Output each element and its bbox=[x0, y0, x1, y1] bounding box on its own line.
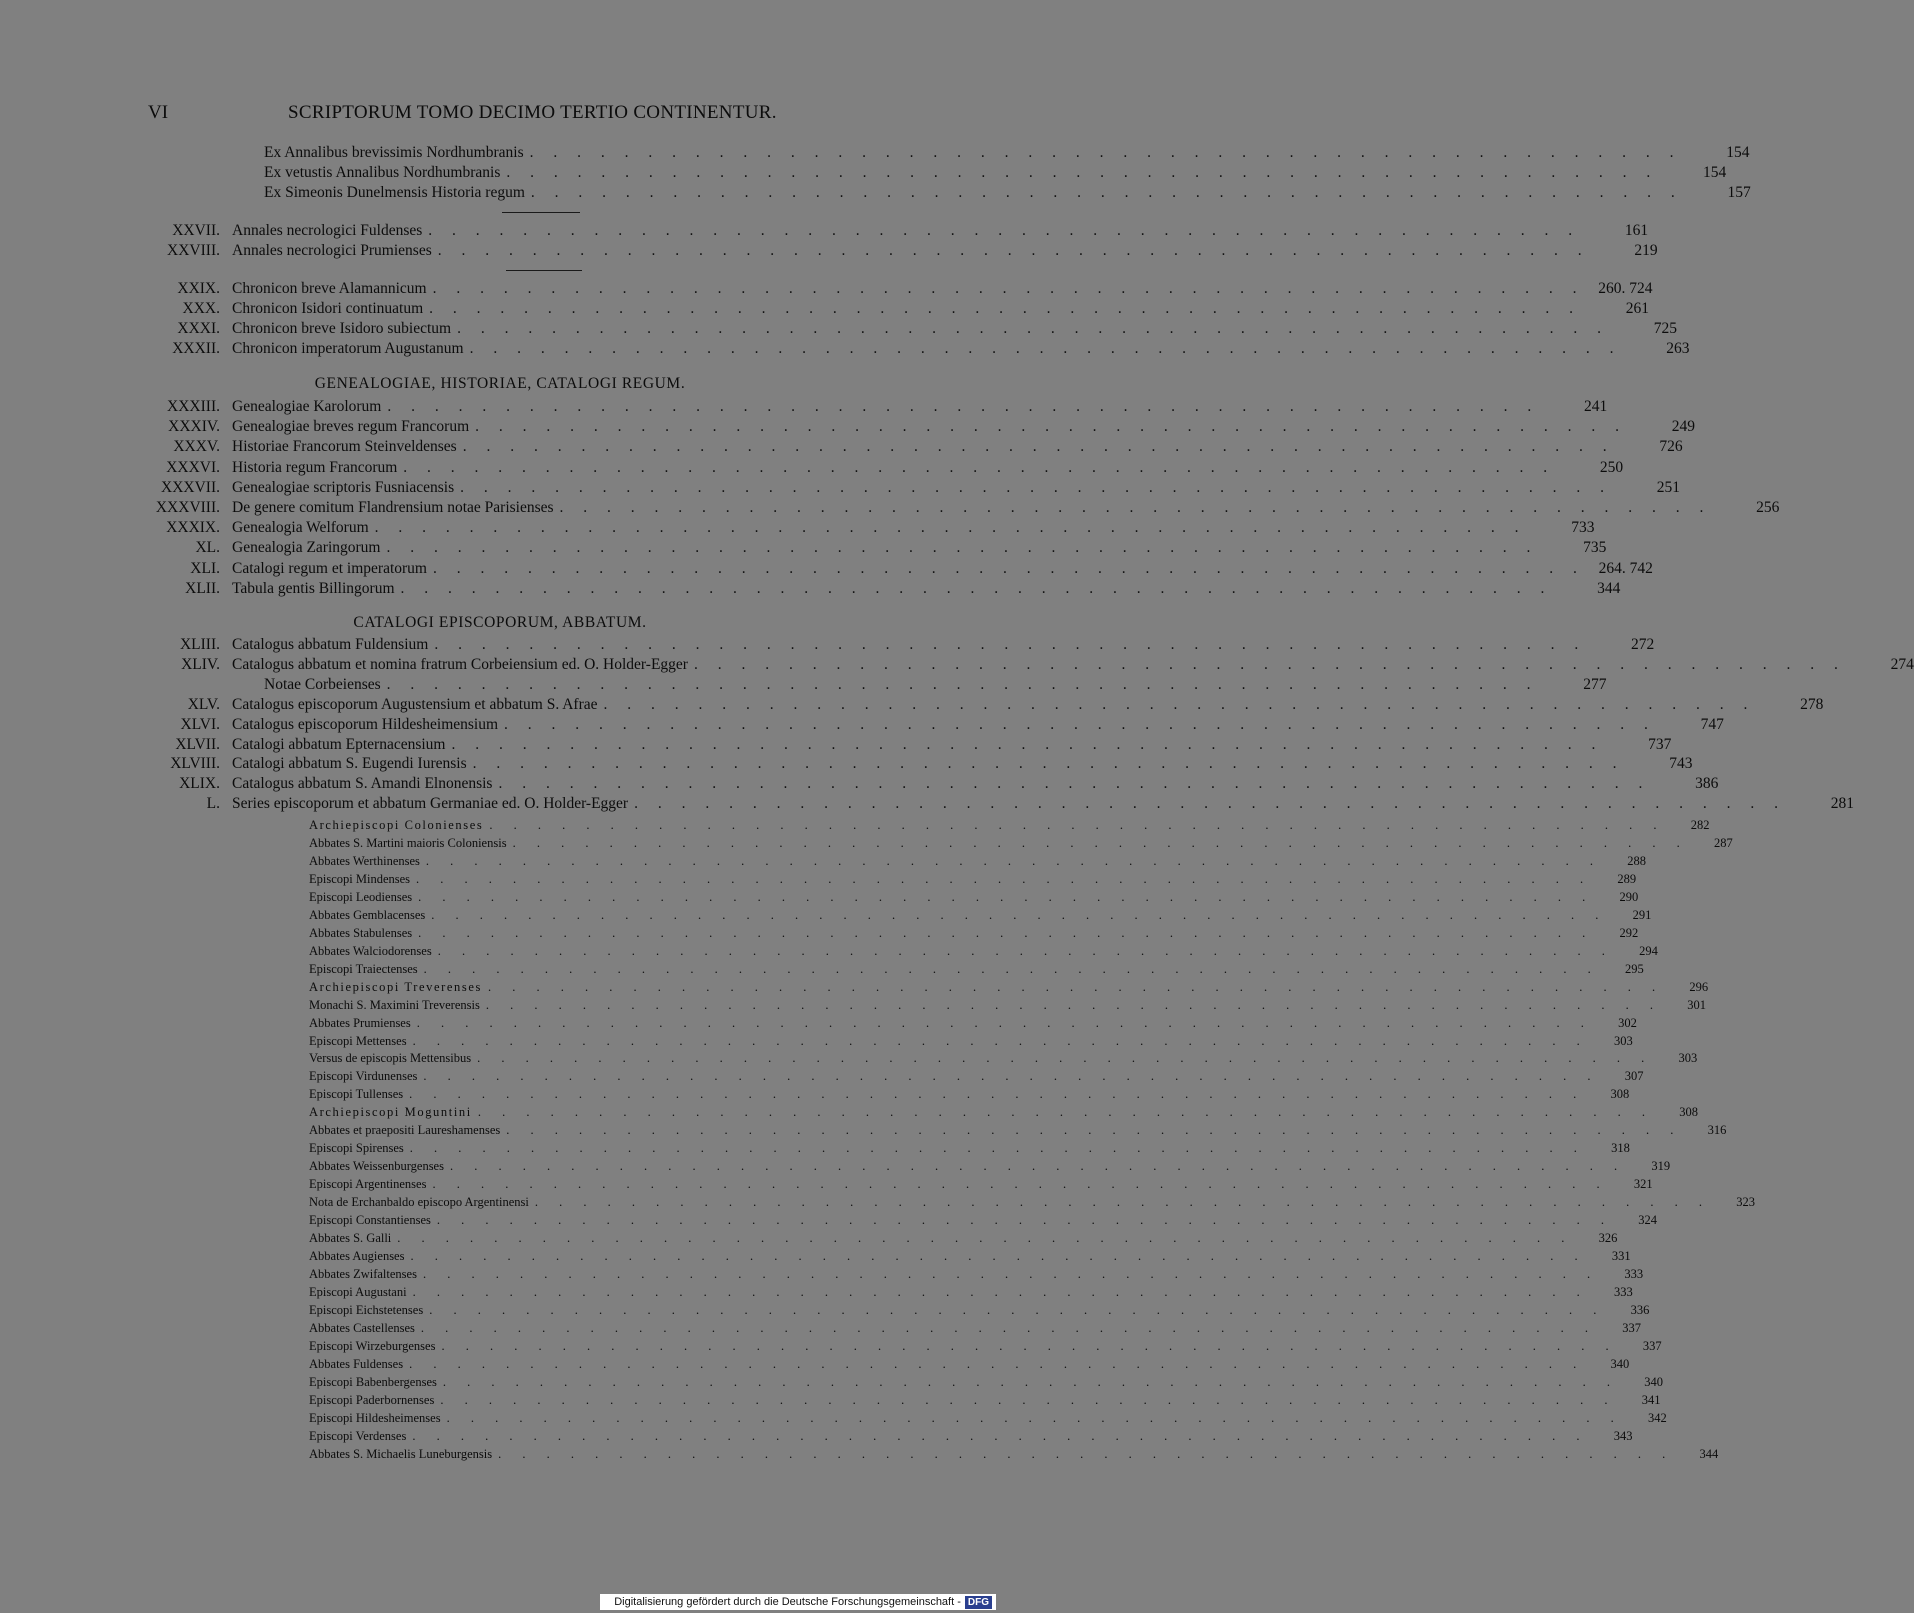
sublist-title: Episcopi Wirzeburgenses bbox=[309, 1338, 436, 1353]
sublist-entry bbox=[309, 1051, 1698, 1069]
toc-entry bbox=[150, 735, 1672, 756]
entry-title: Catalogi abbatum Epternacensium bbox=[232, 735, 446, 753]
sublist-title: Nota de Erchanbaldo episcopo Argentinensi bbox=[309, 1195, 529, 1210]
toc-entry bbox=[150, 519, 1595, 539]
leader-dots: . . . . . . . . . . . . . . . . . . . . . . . . . . . . . . . . . . . . . . . . . . . . . . . . . bbox=[460, 478, 1612, 496]
sublist-entry bbox=[309, 1033, 1633, 1052]
sublist-title: Episcopi Spirenses bbox=[309, 1141, 404, 1156]
sublist-entry bbox=[309, 961, 1644, 980]
entry-number: XXXVI. bbox=[166, 458, 220, 476]
leader-dots: . . . . . . . . . . . . . . . . . . . . . . . . . . . . . . . . . . . . . . . . . . . . . . . . . bbox=[412, 1428, 1589, 1443]
sublist-page: 290 bbox=[1619, 889, 1639, 904]
leader-dots: . . . . . . . . . . . . . . . . . . . . . . . . . . . . . . . . . . . . . . . . . . . . . . . . . bbox=[437, 242, 1590, 259]
entry-number: XXXVII. bbox=[161, 478, 220, 496]
toc-entry bbox=[150, 499, 1780, 519]
leader-dots: . . . . . . . . . . . . . . . . . . . . . . . . . . . . . . . . . . . . . . . . . . . . . . . . . bbox=[446, 1410, 1623, 1425]
leader-dots: . . . . . . . . . . . . . . . . . . . . . . . . . . . . . . . . . . . . . . . . . . . . . . . . . bbox=[462, 438, 1615, 456]
footer-text: Digitalisierung gefördert durch die Deutsche Forschungsgemeinschaft - bbox=[614, 1596, 961, 1608]
sublist-page: 326 bbox=[1598, 1231, 1618, 1246]
leader-dots: . . . . . . . . . . . . . . . . . . . . . . . . . . . . . . . . . . . . . . . . . . . . . . . . . bbox=[506, 164, 1659, 181]
leader-dots: . . . . . . . . . . . . . . . . . . . . . . . . . . . . . . . . . . . . . . . . . . . . . . . . . bbox=[374, 519, 1527, 537]
sublist-entry bbox=[309, 1374, 1663, 1393]
sublist-entry bbox=[309, 1141, 1630, 1159]
entry-title: Catalogi abbatum S. Eugendi Iurensis bbox=[232, 755, 467, 773]
entry-title: Ex vetustis Annalibus Nordhumbranis bbox=[264, 164, 501, 181]
sublist-title: Abbates S. Michaelis Luneburgensis bbox=[309, 1446, 493, 1461]
entry-title: Catalogus episcoporum Augustensium et abbatum S. Afrae bbox=[232, 695, 598, 713]
leader-dots: . . . . . . . . . . . . . . . . . . . . . . . . . . . . . . . . . . . . . . . . . . . . . . . . . bbox=[477, 1105, 1654, 1120]
leader-dots: . . . . . . . . . . . . . . . . . . . . . . . . . . . . . . . . . . . . . . . . . . . . . . . . . bbox=[485, 997, 1662, 1012]
entry-number: L. bbox=[206, 795, 220, 813]
sublist-page: 331 bbox=[1611, 1249, 1631, 1264]
sublist-entry bbox=[309, 1015, 1637, 1034]
sublist-title: Archiepiscopi Treverenses bbox=[309, 979, 482, 994]
entry-page: 735 bbox=[1583, 539, 1607, 557]
entry-title: Series episcoporum et abbatum Germaniae ed. O. Holder-Egger bbox=[232, 795, 629, 813]
sublist-entry bbox=[309, 1249, 1631, 1267]
sublist-title: Abbates Stabulenses bbox=[309, 925, 413, 940]
sublist-title: Archiepiscopi Colonienses bbox=[309, 818, 484, 832]
entry-number: XLVII. bbox=[175, 735, 220, 753]
leader-dots: . . . . . . . . . . . . . . . . . . . . . . . . . . . . . . . . . . . . . . . . . . . . . . . . . bbox=[418, 889, 1595, 904]
entry-title: Genealogia Zaringorum bbox=[232, 539, 381, 557]
sublist-title: Episcopi Paderbornenses bbox=[309, 1392, 435, 1407]
leader-dots: . . . . . . . . . . . . . . . . . . . . . . . . . . . . . . . . . . . . . . . . . . . . . . . . . bbox=[409, 1087, 1586, 1102]
sublist-entry bbox=[309, 1177, 1653, 1195]
leader-dots: . . . . . . . . . . . . . . . . . . . . . . . . . . . . . . . . . . . . . . . . . . . . . . . . . bbox=[387, 398, 1540, 415]
sublist-title: Episcopi Hildesheimenses bbox=[309, 1410, 441, 1425]
running-title: SCRIPTORUM TOMO DECIMO TERTIO CONTINENTUR. bbox=[288, 102, 777, 123]
sublist-page: 291 bbox=[1632, 907, 1652, 922]
section-heading-genealogiae: GENEALOGIAE, HISTORIAE, CATALOGI REGUM. bbox=[314, 375, 686, 392]
entry-page: 277 bbox=[1583, 675, 1607, 693]
sublist-entry bbox=[309, 1159, 1671, 1177]
sublist-page: 292 bbox=[1619, 925, 1639, 940]
leader-dots: . . . . . . . . . . . . . . . . . . . . . . . . . . . . . . . . . . . . . . . . . . . . . . . . . bbox=[442, 1374, 1619, 1389]
sublist-entry bbox=[309, 1231, 1618, 1249]
toc-entry bbox=[150, 438, 1683, 458]
entry-page: 154 bbox=[1703, 164, 1727, 181]
toc-entry bbox=[150, 715, 1724, 736]
leader-dots: . . . . . . . . . . . . . . . . . . . . . . . . . . . . . . . . . . . . . . . . . . . . . . . . . bbox=[451, 735, 1604, 753]
sublist-page: 302 bbox=[1618, 1015, 1637, 1030]
sublist-page: 287 bbox=[1713, 835, 1733, 850]
sublist-title: Abbates S. Martini maioris Coloniensis bbox=[309, 835, 507, 850]
entry-number: XXX. bbox=[182, 300, 220, 317]
toc-entry bbox=[150, 340, 1690, 360]
leader-dots: . . . . . . . . . . . . . . . . . . . . . . . . . . . . . . . . . . . . . . . . . . . . . . . . . bbox=[472, 755, 1625, 773]
leader-dots: . . . . . . . . . . . . . . . . . . . . . . . . . . . . . . . . . . . . . . . . . . . . . . . . . bbox=[432, 1177, 1609, 1192]
sublist-page: 308 bbox=[1610, 1087, 1630, 1102]
sublist-title: Episcopi Augustani bbox=[309, 1284, 407, 1299]
leader-dots: . . . . . . . . . . . . . . . . . . . . . . . . . . . . . . . . . . . . . . . . . . . . . . . . . bbox=[409, 1141, 1586, 1156]
leader-dots: . . . . . . . . . . . . . . . . . . . . . . . . . . . . . . . . . . . . . . . . . . . . . . . . . bbox=[634, 795, 1786, 813]
entry-title: Notae Corbeienses bbox=[264, 675, 381, 693]
sublist-page: 323 bbox=[1736, 1195, 1755, 1210]
sublist-title: Monachi S. Maximini Treverensis bbox=[309, 997, 480, 1012]
leader-dots: . . . . . . . . . . . . . . . . . . . . . . . . . . . . . . . . . . . . . . . . . . . . . . . . . bbox=[530, 184, 1683, 201]
entry-number: XLIII. bbox=[179, 636, 220, 653]
leader-dots: . . . . . . . . . . . . . . . . . . . . . . . . . . . . . . . . . . . . . . . . . . . . . . . . . bbox=[437, 943, 1614, 958]
sublist-title: Episcopi Eichstetenses bbox=[309, 1302, 424, 1317]
sublist-entry bbox=[309, 1320, 1642, 1339]
dfg-logo: DFG bbox=[965, 1596, 992, 1609]
entry-page: 281 bbox=[1830, 795, 1854, 813]
sublist-title: Episcopi Mindenses bbox=[309, 871, 411, 886]
entry-title: Chronicon breve Isidoro subiectum bbox=[232, 320, 452, 337]
leader-dots: . . . . . . . . . . . . . . . . . . . . . . . . . . . . . . . . . . . . . . . . . . . . . . . . . bbox=[386, 675, 1539, 693]
leader-dots: . . . . . . . . . . . . . . . . . . . . . . . . . . . . . . . . . . . . . . . . . . . . . . . . . bbox=[457, 320, 1609, 337]
entry-number: XXXV. bbox=[173, 438, 220, 456]
leader-dots: . . . . . . . . . . . . . . . . . . . . . . . . . . . . . . . . . . . . . . . . . . . . . . . . . bbox=[428, 222, 1581, 239]
sublist-entry bbox=[309, 1195, 1755, 1213]
leader-dots: . . . . . . . . . . . . . . . . . . . . . . . . . . . . . . . . . . . . . . . . . . . . . . . . . bbox=[449, 1159, 1627, 1174]
sublist-entry bbox=[309, 1087, 1630, 1105]
sublist-entry bbox=[309, 1428, 1633, 1447]
entry-page: 278 bbox=[1800, 695, 1824, 713]
sublist-title: Episcopi Constantienses bbox=[309, 1213, 431, 1228]
entry-page: 264. 742 bbox=[1598, 559, 1653, 577]
sublist-entry bbox=[309, 1267, 1644, 1285]
toc-entry bbox=[150, 300, 1650, 320]
leader-dots: . . . . . . . . . . . . . . . . . . . . . . . . . . . . . . . . . . . . . . . . . . . . . . . . . bbox=[423, 1069, 1600, 1084]
entry-title: Historia regum Francorum bbox=[232, 458, 398, 476]
sublist-page: 294 bbox=[1639, 943, 1658, 958]
sublist-entry bbox=[309, 979, 1709, 998]
sublist-page: 341 bbox=[1641, 1392, 1661, 1407]
toc-entry bbox=[150, 418, 1696, 438]
toc-entry bbox=[150, 579, 1621, 600]
sublist-title: Abbates Werthinenses bbox=[309, 853, 420, 868]
entry-page: 219 bbox=[1634, 242, 1658, 259]
toc-entry bbox=[150, 775, 1719, 795]
entry-page: 256 bbox=[1756, 499, 1780, 516]
leader-dots: . . . . . . . . . . . . . . . . . . . . . . . . . . . . . . . . . . . . . . . . . . . . . . . . . bbox=[534, 1195, 1711, 1210]
toc-entry bbox=[150, 458, 1624, 479]
divider bbox=[506, 270, 582, 271]
sublist-entry bbox=[309, 1105, 1698, 1123]
sublist-entry bbox=[309, 1123, 1727, 1141]
leader-dots: . . . . . . . . . . . . . . . . . . . . . . . . . . . . . . . . . . . . . . . . . . . . . . . . . bbox=[425, 853, 1603, 868]
leader-dots: . . . . . . . . . . . . . . . . . . . . . . . . . . . . . . . . . . . . . . . . . . . . . . . . . bbox=[432, 280, 1585, 297]
toc-entry bbox=[150, 222, 1649, 242]
leader-dots: . . . . . . . . . . . . . . . . . . . . . . . . . . . . . . . . . . . . . . . . . . . . . . . . . bbox=[603, 695, 1756, 713]
entry-title: Annales necrologici Fuldenses bbox=[232, 222, 423, 239]
sublist-entry bbox=[309, 907, 1652, 926]
leader-dots: . . . . . . . . . . . . . . . . . . . . . . . . . . . . . . . . . . . . . . . . . . . . . . . . . bbox=[418, 925, 1595, 940]
entry-title: Catalogus abbatum S. Amandi Elnonensis bbox=[232, 775, 493, 793]
sublist-entry bbox=[309, 1356, 1630, 1375]
entry-page: 725 bbox=[1653, 320, 1677, 337]
sublist-entry bbox=[309, 1392, 1661, 1411]
toc-entry bbox=[150, 655, 1914, 676]
sublist-entry bbox=[309, 1284, 1633, 1303]
sublist-page: 342 bbox=[1647, 1410, 1667, 1425]
sublist-page: 333 bbox=[1624, 1267, 1644, 1281]
sublist-title: Abbates Zwifaltenses bbox=[309, 1267, 417, 1281]
entry-number: XLV. bbox=[187, 695, 220, 713]
entry-number: XXVIII. bbox=[167, 242, 220, 259]
entry-title: Ex Annalibus brevissimis Nordhumbranis bbox=[264, 144, 524, 161]
leader-dots: . . . . . . . . . . . . . . . . . . . . . . . . . . . . . . . . . . . . . . . . . . . . . . . . . bbox=[504, 715, 1656, 733]
leader-dots: . . . . . . . . . . . . . . . . . . . . . . . . . . . . . . . . . . . . . . . . . . . . . . . . . bbox=[429, 1302, 1606, 1317]
leader-dots: . . . . . . . . . . . . . . . . . . . . . . . . . . . . . . . . . . . . . . . . . . . . . . . . . bbox=[477, 1051, 1654, 1066]
entry-number: XXXIX. bbox=[166, 519, 220, 537]
sublist-page: 307 bbox=[1624, 1069, 1644, 1084]
sublist-title: Episcopi Tullenses bbox=[309, 1087, 404, 1102]
entry-number: XLIX. bbox=[179, 775, 220, 793]
entry-title: Catalogi regum et imperatorum bbox=[232, 559, 427, 577]
leader-dots: . . . . . . . . . . . . . . . . . . . . . . . . . . . . . . . . . . . . . . . . . . . . . . . . . bbox=[423, 961, 1600, 976]
sublist-title: Abbates S. Galli bbox=[309, 1231, 392, 1246]
toc-entry bbox=[150, 695, 1824, 716]
entry-number: XXXII. bbox=[172, 340, 220, 357]
sublist-entry bbox=[309, 835, 1733, 854]
divider bbox=[502, 212, 580, 213]
toc-entry bbox=[150, 559, 1653, 580]
entry-page: 261 bbox=[1625, 300, 1650, 317]
entry-title: Tabula gentis Billingorum bbox=[232, 579, 395, 597]
entry-title: Chronicon imperatorum Augustanum bbox=[232, 340, 464, 357]
sublist-page: 296 bbox=[1689, 979, 1709, 994]
section-heading-catalogi: CATALOGI EPISCOPORUM, ABBATUM. bbox=[353, 614, 647, 631]
sublist-page: 321 bbox=[1633, 1177, 1653, 1192]
entry-number: XXXVIII. bbox=[155, 499, 220, 516]
leader-dots: . . . . . . . . . . . . . . . . . . . . . . . . . . . . . . . . . . . . . . . . . . . . . . . . . bbox=[506, 1123, 1683, 1138]
page-number: VI bbox=[148, 102, 169, 123]
entry-page: 157 bbox=[1727, 184, 1751, 201]
sublist-title: Episcopi Verdenses bbox=[309, 1428, 407, 1443]
sublist-page: 308 bbox=[1679, 1105, 1698, 1120]
entry-page: 263 bbox=[1666, 340, 1690, 357]
entry-title: Chronicon breve Alamannicum bbox=[232, 280, 427, 297]
toc-entry bbox=[150, 144, 1750, 164]
toc-entry bbox=[150, 755, 1693, 775]
sublist-page: 337 bbox=[1642, 1338, 1662, 1353]
leader-dots: . . . . . . . . . . . . . . . . . . . . . . . . . . . . . . . . . . . . . . . . . . . . . . . . . bbox=[386, 539, 1539, 557]
sublist-title: Abbates Prumienses bbox=[309, 1015, 411, 1030]
leader-dots: . . . . . . . . . . . . . . . . . . . . . . . . . . . . . . . . . . . . . . . . . . . . . . . . . bbox=[403, 458, 1556, 476]
sublist-entry bbox=[309, 925, 1639, 944]
sublist-title: Abbates Walciodorenses bbox=[309, 943, 432, 958]
leader-dots: . . . . . . . . . . . . . . . . . . . . . . . . . . . . . . . . . . . . . . . . . . . . . . . . . bbox=[529, 144, 1682, 161]
entry-number: XLIV. bbox=[181, 655, 220, 673]
sublist-title: Episcopi Argentinenses bbox=[309, 1177, 427, 1192]
entry-title: Catalogus episcoporum Hildesheimensium bbox=[232, 715, 499, 733]
toc-entry bbox=[150, 164, 1727, 184]
leader-dots: . . . . . . . . . . . . . . . . . . . . . . . . . . . . . . . . . . . . . . . . . . . . . . . . . bbox=[397, 1231, 1574, 1246]
sublist-page: 340 bbox=[1610, 1356, 1630, 1371]
sublist-entry bbox=[309, 818, 1710, 836]
leader-dots: . . . . . . . . . . . . . . . . . . . . . . . . . . . . . . . . . . . . . . . . . . . . . . . . . bbox=[440, 1392, 1617, 1407]
leader-dots: . . . . . . . . . . . . . . . . . . . . . . . . . . . . . . . . . . . . . . . . . . . . . . . . . bbox=[441, 1338, 1618, 1353]
toc-entry bbox=[150, 280, 1653, 300]
sublist-title: Abbates Gemblacenses bbox=[309, 907, 426, 922]
entry-title: Genealogia Welforum bbox=[232, 519, 369, 537]
toc-entry bbox=[150, 675, 1607, 696]
sublist-page: 288 bbox=[1627, 853, 1647, 868]
sublist-title: Abbates Weissenburgenses bbox=[309, 1159, 444, 1174]
leader-dots: . . . . . . . . . . . . . . . . . . . . . . . . . . . . . . . . . . . . . . . . . . . . . . . . . bbox=[420, 1320, 1598, 1335]
entry-page: 274 bbox=[1890, 655, 1914, 673]
toc-entry bbox=[150, 184, 1751, 204]
sublist-page: 282 bbox=[1690, 818, 1710, 832]
leader-dots: . . . . . . . . . . . . . . . . . . . . . . . . . . . . . . . . . . . . . . . . . . . . . . . . . bbox=[412, 1284, 1589, 1299]
sublist-page: 318 bbox=[1611, 1141, 1630, 1156]
toc-entry bbox=[150, 398, 1608, 418]
leader-dots: . . . . . . . . . . . . . . . . . . . . . . . . . . . . . . . . . . . . . . . . . . . . . . . . . bbox=[431, 907, 1608, 922]
leader-dots: . . . . . . . . . . . . . . . . . . . . . . . . . . . . . . . . . . . . . . . . . . . . . . . . . bbox=[434, 636, 1587, 653]
sublist-page: 340 bbox=[1644, 1374, 1663, 1389]
sublist-title: Episcopi Traiectenses bbox=[309, 961, 418, 976]
entry-number: XXVII. bbox=[172, 222, 220, 239]
sublist-title: Episcopi Babenbergenses bbox=[309, 1374, 437, 1389]
leader-dots: . . . . . . . . . . . . . . . . . . . . . . . . . . . . . . . . . . . . . . . . . . . . . . . . . bbox=[498, 775, 1651, 793]
toc-entry bbox=[150, 539, 1607, 559]
sublist-page: 324 bbox=[1638, 1213, 1657, 1228]
entry-title: Historiae Francorum Steinveldenses bbox=[232, 438, 457, 456]
sublist-page: 336 bbox=[1630, 1302, 1650, 1317]
sublist-title: Abbates Fuldenses bbox=[309, 1356, 404, 1371]
entry-title: Catalogus abbatum et nomina fratrum Corbeiensium ed. O. Holder-Egger bbox=[232, 655, 688, 673]
sublist-entry bbox=[309, 997, 1706, 1016]
sublist-entry bbox=[309, 853, 1647, 872]
sublist-title: Abbates Castellenses bbox=[309, 1320, 415, 1335]
leader-dots: . . . . . . . . . . . . . . . . . . . . . . . . . . . . . . . . . . . . . . . . . . . . . . . . . bbox=[410, 1249, 1587, 1264]
sublist-title: Episcopi Mettenses bbox=[309, 1033, 407, 1048]
leader-dots: . . . . . . . . . . . . . . . . . . . . . . . . . . . . . . . . . . . . . . . . . . . . . . . . . bbox=[475, 418, 1628, 436]
entry-page: 386 bbox=[1695, 775, 1719, 793]
leader-dots: . . . . . . . . . . . . . . . . . . . . . . . . . . . . . . . . . . . . . . . . . . . . . . . . . bbox=[416, 871, 1593, 886]
sublist-page: 303 bbox=[1613, 1033, 1633, 1048]
sublist-title: Episcopi Virdunenses bbox=[309, 1069, 418, 1084]
leader-dots: . . . . . . . . . . . . . . . . . . . . . . . . . . . . . . . . . . . . . . . . . . . . . . . . . bbox=[416, 1015, 1593, 1030]
entry-number: XLI. bbox=[190, 559, 220, 577]
entry-number: XLII. bbox=[185, 579, 220, 597]
sublist-entry bbox=[309, 943, 1658, 962]
entry-title: Chronicon Isidori continuatum bbox=[232, 300, 424, 317]
sublist-entry bbox=[309, 1446, 1719, 1465]
entry-page: 733 bbox=[1571, 519, 1595, 537]
toc-entry bbox=[150, 636, 1655, 656]
sublist-page: 337 bbox=[1622, 1320, 1642, 1335]
entry-page: 250 bbox=[1599, 458, 1624, 476]
digitization-footer bbox=[600, 1594, 996, 1610]
sublist-title: Versus de episcopis Mettensibus bbox=[309, 1051, 472, 1066]
sublist-page: 316 bbox=[1707, 1123, 1727, 1138]
entry-title: Genealogiae Karolorum bbox=[232, 398, 382, 415]
entry-number: XXXI. bbox=[177, 320, 220, 337]
sublist-page: 303 bbox=[1678, 1051, 1698, 1066]
leader-dots: . . . . . . . . . . . . . . . . . . . . . . . . . . . . . . . . . . . . . . . . . . . . . . . . . bbox=[409, 1356, 1586, 1371]
leader-dots: . . . . . . . . . . . . . . . . . . . . . . . . . . . . . . . . . . . . . . . . . . . . . . . . . bbox=[432, 559, 1585, 577]
leader-dots: . . . . . . . . . . . . . . . . . . . . . . . . . . . . . . . . . . . . . . . . . . . . . . . . . bbox=[498, 1446, 1675, 1461]
entry-page: 251 bbox=[1656, 478, 1680, 496]
entry-title: Genealogiae breves regum Francorum bbox=[232, 418, 470, 436]
leader-dots: . . . . . . . . . . . . . . . . . . . . . . . . . . . . . . . . . . . . . . . . . . . . . . . . . bbox=[422, 1267, 1600, 1281]
leader-dots: . . . . . . . . . . . . . . . . . . . . . . . . . . . . . . . . . . . . . . . . . . . . . . . . . bbox=[429, 300, 1582, 317]
leader-dots: . . . . . . . . . . . . . . . . . . . . . . . . . . . . . . . . . . . . . . . . . . . . . . . . . bbox=[559, 499, 1712, 516]
leader-dots: . . . . . . . . . . . . . . . . . . . . . . . . . . . . . . . . . . . . . . . . . . . . . . . . . bbox=[469, 340, 1622, 357]
sublist-page: 343 bbox=[1613, 1428, 1633, 1443]
entry-page: 161 bbox=[1624, 222, 1649, 239]
entry-page: 154 bbox=[1726, 144, 1750, 161]
sublist-entry bbox=[309, 1410, 1667, 1429]
leader-dots: . . . . . . . . . . . . . . . . . . . . . . . . . . . . . . . . . . . . . . . . . . . . . . . . . bbox=[489, 818, 1666, 832]
sublist-entry bbox=[309, 1069, 1644, 1087]
sublist-title: Abbates Augienses bbox=[309, 1249, 405, 1264]
sublist-title: Archiepiscopi Moguntini bbox=[309, 1105, 472, 1120]
toc-entry bbox=[150, 478, 1680, 499]
entry-number: XXIX. bbox=[177, 280, 220, 297]
entry-title: Catalogus abbatum Fuldensium bbox=[232, 636, 429, 653]
page-header bbox=[148, 102, 788, 128]
entry-page: 743 bbox=[1669, 755, 1693, 773]
toc-entry bbox=[150, 320, 1677, 340]
entry-page: 260. 724 bbox=[1598, 280, 1653, 297]
sublist-entry bbox=[309, 1302, 1650, 1321]
sublist-page: 295 bbox=[1625, 961, 1644, 976]
entry-page: 272 bbox=[1630, 636, 1655, 653]
entry-number: XL. bbox=[195, 539, 220, 557]
sublist-page: 319 bbox=[1651, 1159, 1671, 1174]
sublist-page: 344 bbox=[1699, 1446, 1719, 1461]
toc-entry bbox=[150, 242, 1658, 262]
entry-page: 726 bbox=[1659, 438, 1683, 456]
sublist-entry bbox=[309, 1213, 1657, 1231]
leader-dots: . . . . . . . . . . . . . . . . . . . . . . . . . . . . . . . . . . . . . . . . . . . . . . . . . bbox=[693, 655, 1846, 673]
entry-number: XLVI. bbox=[180, 715, 220, 733]
entry-page: 737 bbox=[1648, 735, 1672, 753]
sublist-page: 333 bbox=[1613, 1284, 1633, 1299]
entry-page: 249 bbox=[1671, 418, 1696, 436]
sublist-entry bbox=[309, 871, 1637, 890]
toc-entry bbox=[150, 795, 1854, 815]
sublist-entry bbox=[309, 889, 1639, 908]
leader-dots: . . . . . . . . . . . . . . . . . . . . . . . . . . . . . . . . . . . . . . . . . . . . . . . . . bbox=[436, 1213, 1613, 1228]
entry-title: Ex Simeonis Dunelmensis Historia regum bbox=[264, 184, 525, 201]
entry-title: Genealogiae scriptoris Fusniacensis bbox=[232, 478, 455, 496]
sublist-title: Episcopi Leodienses bbox=[309, 889, 413, 904]
sublist-entry bbox=[309, 1338, 1662, 1357]
sublist-page: 289 bbox=[1617, 871, 1637, 886]
entry-page: 344 bbox=[1597, 579, 1621, 597]
entry-title: Annales necrologici Prumienses bbox=[232, 242, 432, 259]
leader-dots: . . . . . . . . . . . . . . . . . . . . . . . . . . . . . . . . . . . . . . . . . . . . . . . . . bbox=[512, 835, 1689, 850]
sublist-title: Abbates et praepositi Laureshamenses bbox=[309, 1123, 501, 1138]
entry-page: 747 bbox=[1700, 715, 1724, 733]
entry-number: XLVIII. bbox=[170, 755, 220, 773]
entry-title: De genere comitum Flandrensium notae Parisienses bbox=[232, 499, 554, 516]
leader-dots: . . . . . . . . . . . . . . . . . . . . . . . . . . . . . . . . . . . . . . . . . . . . . . . . . bbox=[412, 1033, 1589, 1048]
entry-number: XXXIV. bbox=[168, 418, 220, 436]
entry-number: XXXIII. bbox=[167, 398, 220, 415]
entry-page: 241 bbox=[1583, 398, 1608, 415]
leader-dots: . . . . . . . . . . . . . . . . . . . . . . . . . . . . . . . . . . . . . . . . . . . . . . . . . bbox=[400, 579, 1553, 597]
leader-dots: . . . . . . . . . . . . . . . . . . . . . . . . . . . . . . . . . . . . . . . . . . . . . . . . . bbox=[487, 979, 1665, 994]
sublist-page: 301 bbox=[1687, 997, 1706, 1012]
